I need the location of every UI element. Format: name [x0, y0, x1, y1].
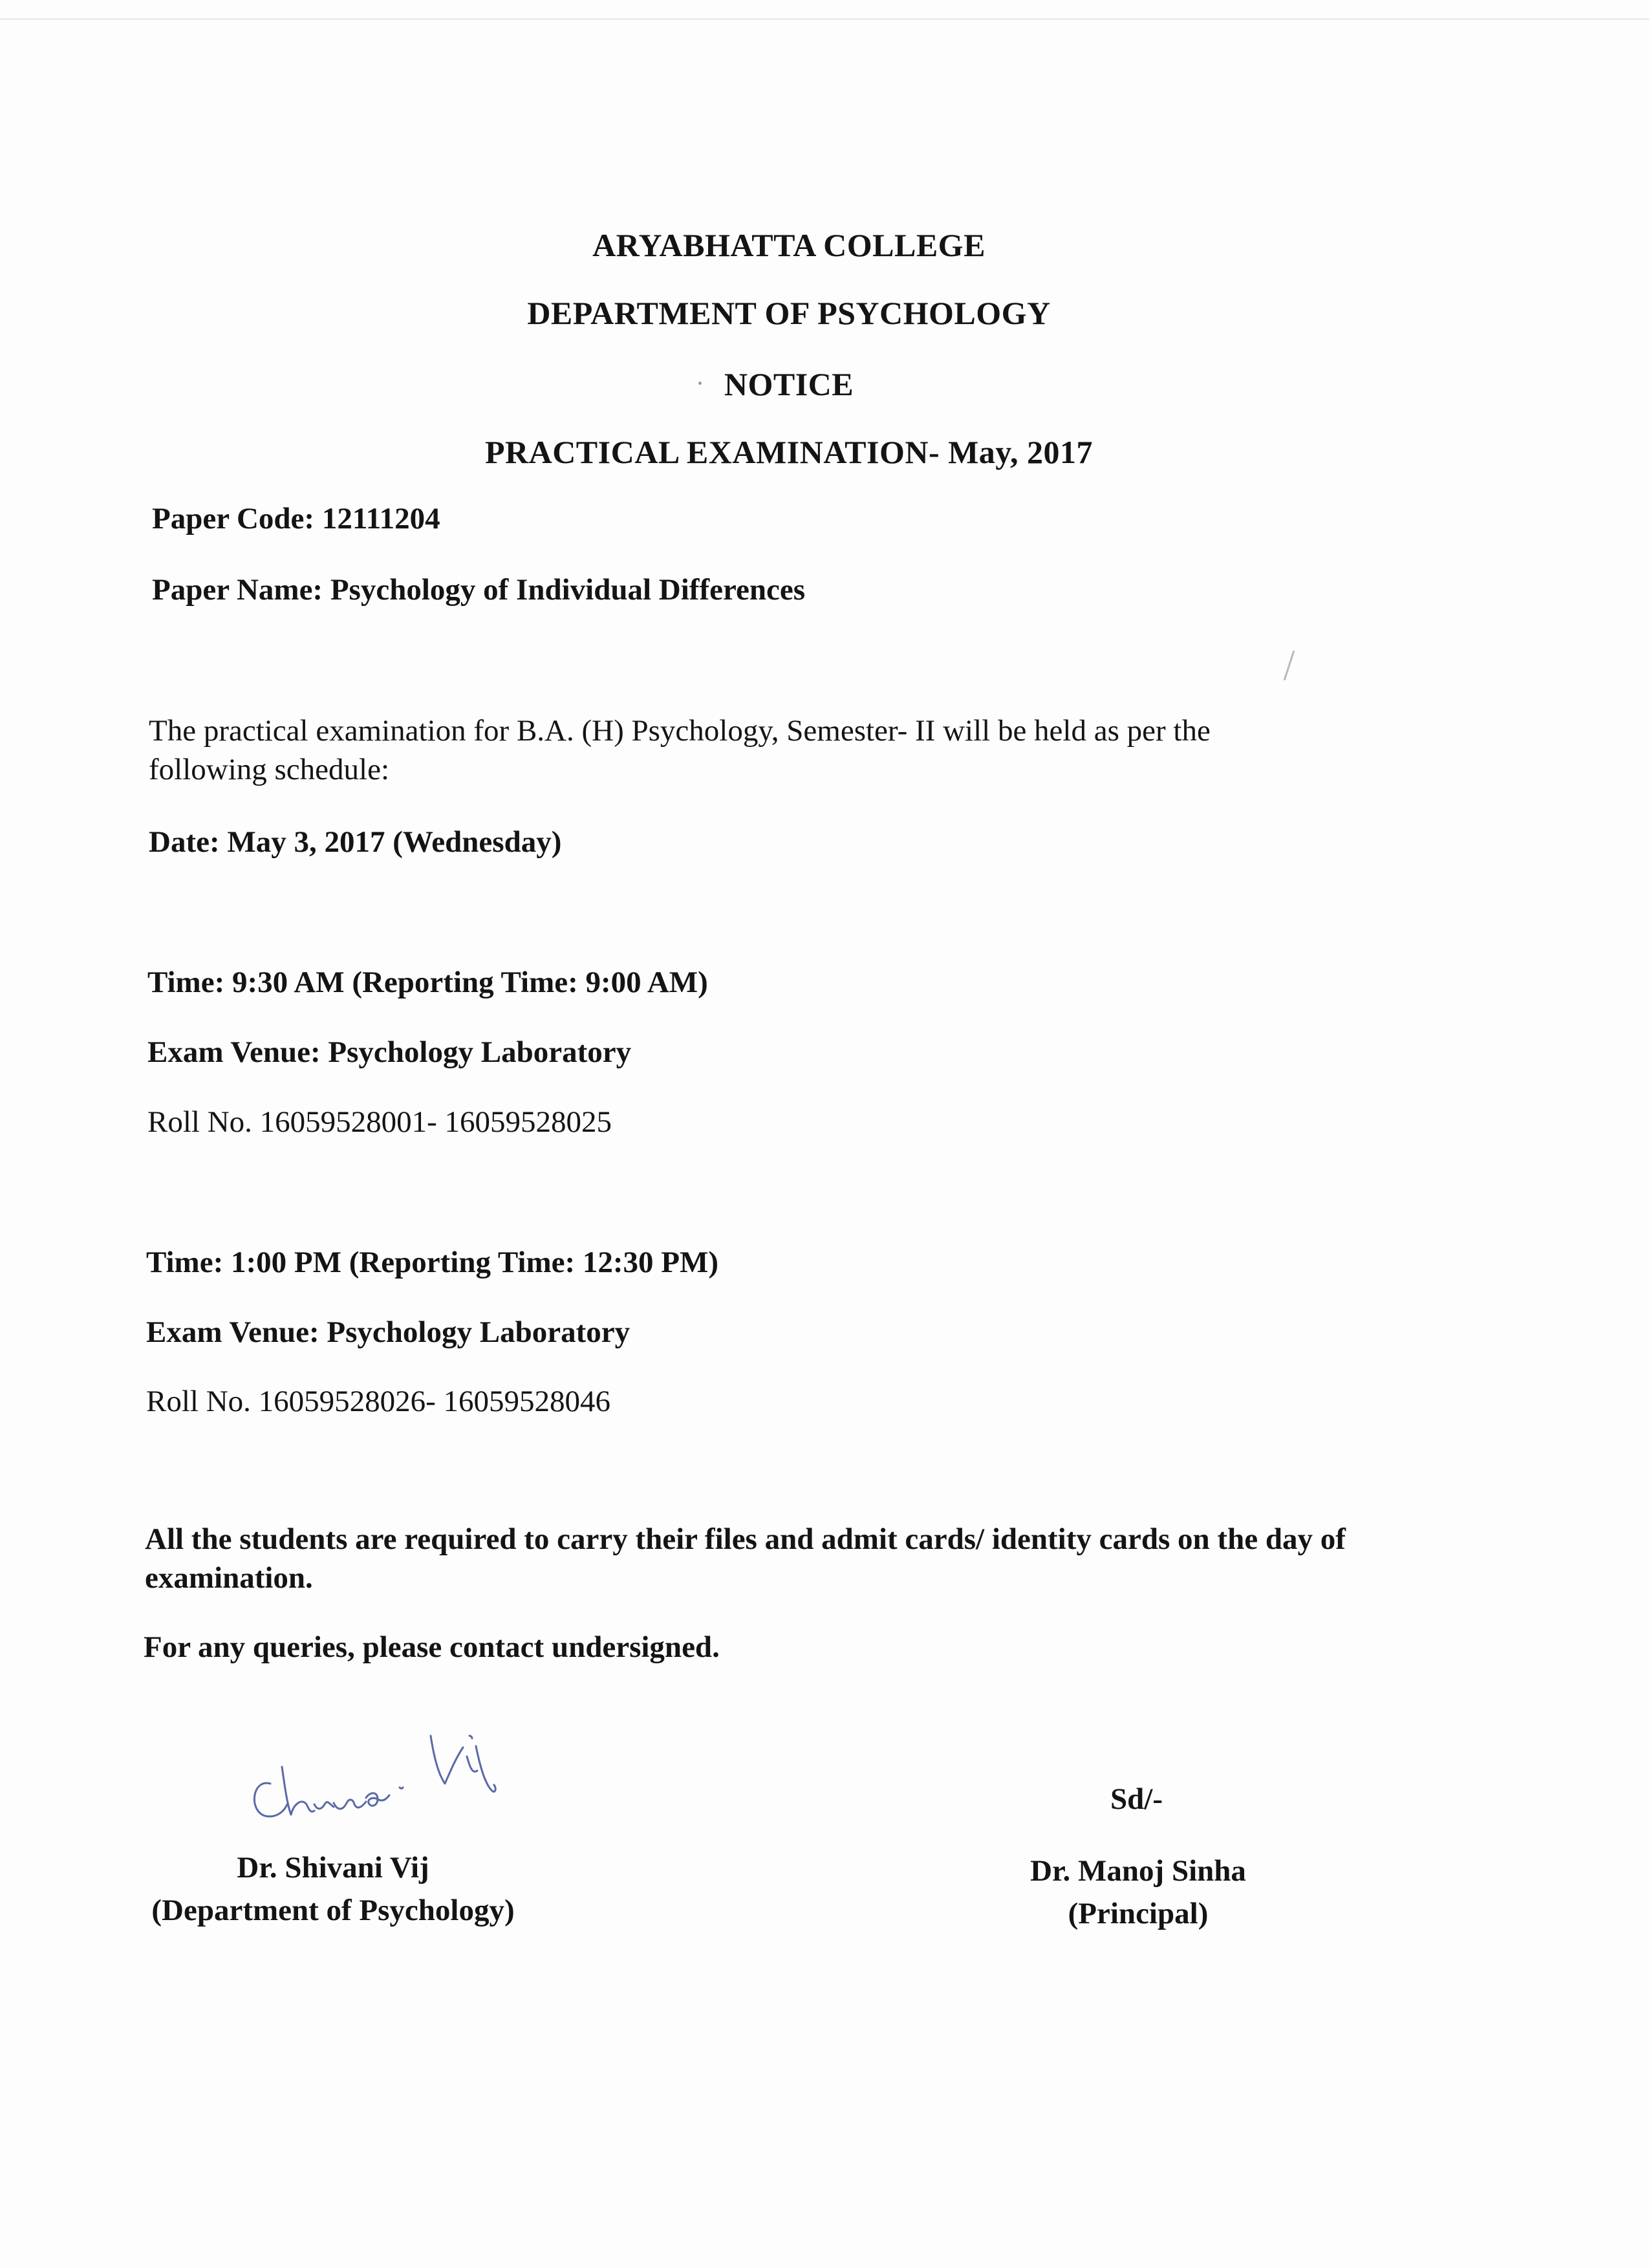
left-signatory [129, 1846, 537, 1932]
session-2-time: Time: 1:00 PM (Reporting Time: 12:30 PM) [146, 1246, 718, 1279]
session-1-venue: Exam Venue: Psychology Laboratory [147, 1035, 632, 1069]
carry-instruction: All the students are required to carry their files and admit cards/ identity cards on the day of examination. [145, 1522, 1346, 1595]
session-2-venue: Exam Venue: Psychology Laboratory [146, 1315, 630, 1349]
intro-paragraph: The practical examination for B.A. (H) Psychology, Semester- II will be held as per the following schedule: [149, 714, 1211, 786]
college-name: ARYABHATTA COLLEGE [592, 227, 986, 263]
session-2-rolls: Roll No. 16059528026- 16059528046 [146, 1385, 611, 1418]
right-signatory-role: (Principal) [1068, 1897, 1209, 1930]
handwritten-signature [239, 1707, 511, 1837]
stray-pen-mark [1284, 651, 1295, 681]
session-1-rolls: Roll No. 16059528001- 16059528025 [147, 1105, 612, 1139]
paper-code: Paper Code: 12111204 [152, 502, 440, 535]
exam-title: PRACTICAL EXAMINATION- May, 2017 [484, 434, 1094, 470]
session-1-time: Time: 9:30 AM (Reporting Time: 9:00 AM) [147, 966, 708, 999]
exam-date: Date: May 3, 2017 (Wednesday) [149, 825, 562, 859]
right-signatory [989, 1850, 1287, 1935]
scan-edge-line [0, 18, 1649, 20]
right-signatory-name: Dr. Manoj Sinha [1030, 1854, 1246, 1888]
left-signatory-role: (Department of Psychology) [151, 1894, 515, 1927]
left-signatory-name: Dr. Shivani Vij [237, 1851, 429, 1885]
queries-instruction: For any queries, please contact undersigned. [144, 1630, 720, 1664]
paper-name: Paper Name: Psychology of Individual Differences [152, 573, 805, 607]
sd-mark: Sd/- [1110, 1782, 1163, 1816]
department-name: DEPARTMENT OF PSYCHOLOGY [527, 295, 1051, 331]
notice-title: NOTICE [724, 366, 854, 402]
